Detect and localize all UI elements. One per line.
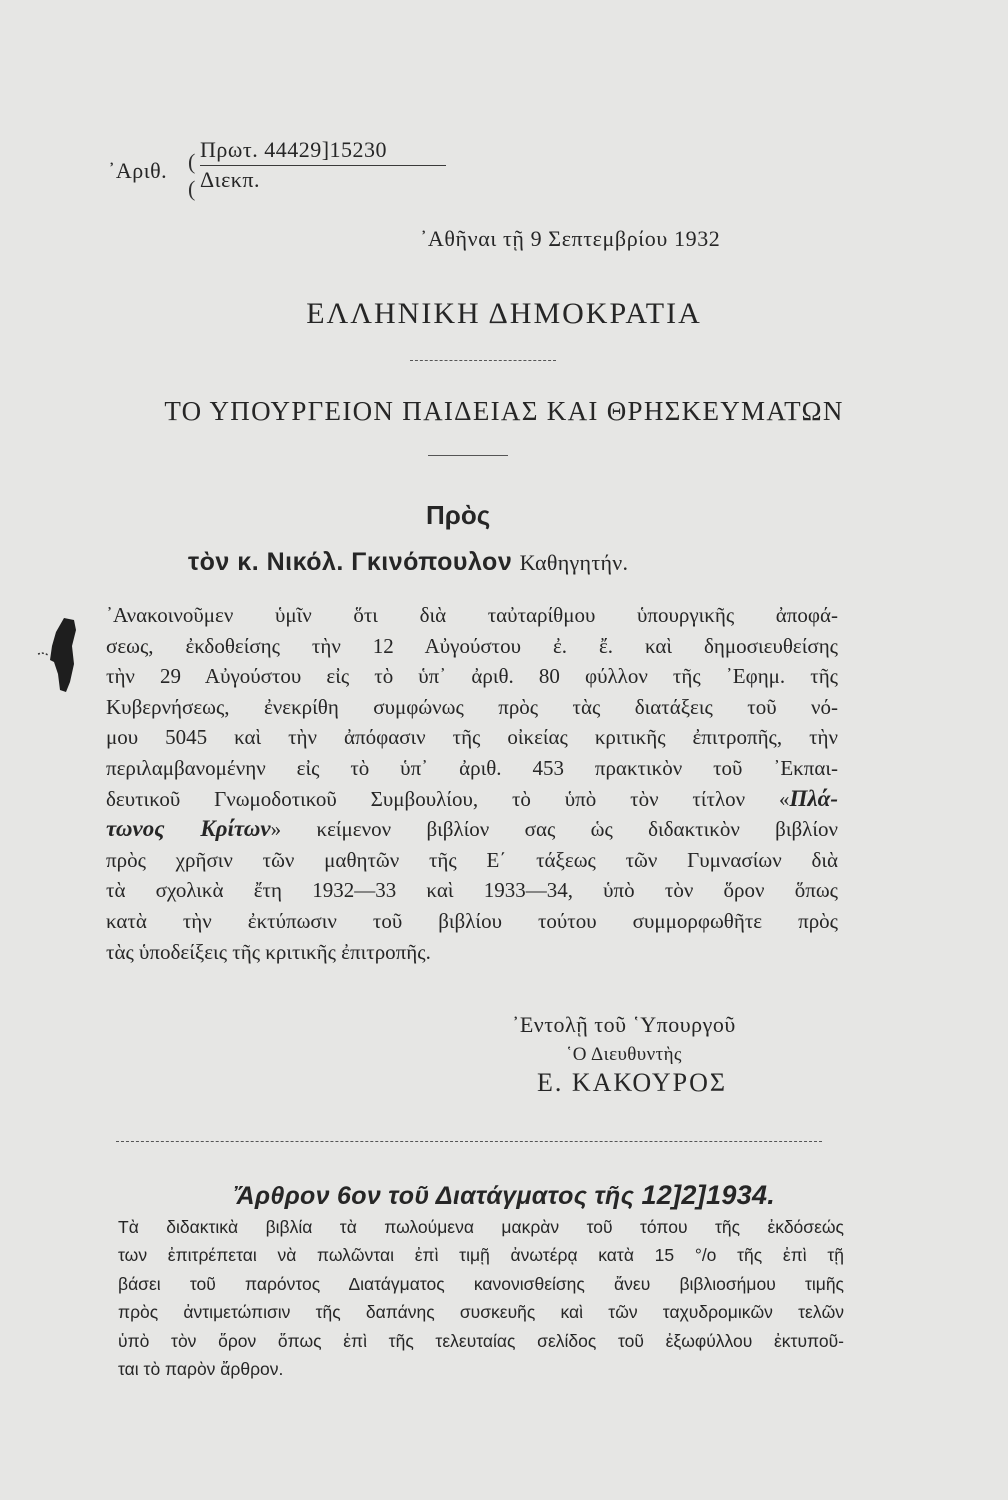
addressee-title: Καθηγητήν. (519, 550, 629, 575)
article-note (118, 1213, 844, 1383)
signature-order: ᾿Εντολῇ τοῦ ῾Υπουργοῦ (512, 1012, 736, 1037)
addressee (188, 548, 628, 577)
article-title: Ἄρθρον 6ον τοῦ Διατάγματος τῆς (232, 1182, 635, 1210)
note-line: βάσει τοῦ παρόντος Διατάγματος κανονισθείσης ἄνευ βιβλιοσήμου τιμῆς (118, 1273, 844, 1294)
addressee-name: τὸν κ. Νικόλ. Γκινόπουλον (188, 548, 513, 576)
republic-heading: ΕΛΛΗΝΙΚΗ ΔΗΜΟΚΡΑΤΙΑ (306, 297, 702, 330)
body-line: σεως, ἐκδοθείσης τὴν 12 Αὐγούστου ἐ. ἔ. καὶ δημοσιευθείσης (106, 633, 838, 658)
note-line: ὑπὸ τὸν ὅρον ὅπως ἐπὶ τῆς τελευταίας σελίδος τοῦ ἐξωφύλλου ἐκτυποῦ- (118, 1330, 844, 1351)
divider (410, 360, 556, 361)
note-line: των ἐπιτρέπεται νὰ πωλῶνται ἐπὶ τιμῇ ἀνωτέρᾳ κατὰ 15 °/ο τῆς ἐπὶ τῇ (118, 1245, 844, 1266)
body-line: τὰ σχολικὰ ἔτη 1932—33 καὶ 1933—34, ὑπὸ τὸν ὅρον ὅπως (106, 878, 838, 903)
body-line: μου 5045 καὶ τὴν ἀπόφασιν τῆς οἰκείας κριτικῆς ἐπιτροπῆς, τὴν (106, 725, 838, 750)
article-heading (0, 1180, 1008, 1211)
body-line (106, 814, 838, 845)
section-divider (116, 1141, 822, 1142)
ministry-heading: ΤΟ ΥΠΟΥΡΓΕΙΟΝ ΠΑΙΔΕΙΑΣ ΚΑΙ ΘΡΗΣΚΕΥΜΑΤΩΝ (164, 396, 844, 426)
note-line: πρὸς ἀντιμετώπισιν τῆς δαπάνης συσκευῆς καὶ τῶν ταχυδρομικῶν τελῶν (118, 1302, 844, 1323)
dateline: ᾿Αθῆναι τῇ 9 Σεπτεμβρίου 1932 (420, 226, 721, 251)
ink-blot-mark (36, 616, 78, 694)
reference-label: ᾿Αριθ. (108, 158, 168, 183)
article-date: 12]2]1934. (641, 1180, 776, 1210)
protocol-number: Πρωτ. 44429]15230 (200, 136, 446, 166)
signature-name: Ε. ΚΑΚΟΥΡΟΣ (537, 1068, 728, 1097)
body-line: πρὸς χρῆσιν τῶν μαθητῶν τῆς Ε΄ τάξεως τῶν Γυμνασίων διὰ (106, 847, 838, 872)
dispatch-label: Διεκπ. (200, 167, 260, 192)
reference-numbers (200, 136, 446, 194)
body-line: κατὰ τὴν ἐκτύπωσιν τοῦ βιβλίου τούτου συμμορφωθῆτε πρὸς (106, 908, 838, 933)
letter-body (106, 600, 838, 967)
book-title-part: τωνος Κρίτων (106, 816, 271, 842)
divider (428, 455, 508, 456)
signature-director: ῾Ο Διευθυντὴς (566, 1044, 682, 1065)
body-text-segment: » κείμενον βιβλίον σας ὡς διδακτικὸν βιβλίον (270, 817, 839, 842)
body-line: τὴν 29 Αὐγούστου εἰς τὸ ὑπ᾿ ἀριθ. 80 φύλλον τῆς ᾿Εφημ. τῆς (106, 664, 838, 689)
body-line: ᾿Ανακοινοῦμεν ὑμῖν ὅτι διὰ ταὐταρίθμου ὑπουργικῆς ἀποφά- (106, 603, 838, 627)
body-line: Κυβερνήσεως, ἐνεκρίθη συμφώνως πρὸς τὰς διατάξεις τοῦ νό- (106, 694, 838, 719)
body-line: περιλαμβανομένην εἰς τὸ ὑπ᾿ ἀριθ. 453 πρακτικὸν τοῦ ᾿Εκπαι- (106, 755, 838, 780)
body-line: τὰς ὑποδείξεις τῆς κριτικῆς ἐπιτροπῆς. (106, 939, 431, 964)
note-line: ται τὸ παρὸν ἄρθρον. (118, 1359, 284, 1380)
body-text-segment: δευτικοῦ Γνωμοδοτικοῦ Συμβουλίου, τὸ ὑπὸ τὸν τίτλον « (106, 786, 790, 811)
salutation-to: Πρὸς (426, 500, 491, 530)
book-title-part: Πλά- (789, 785, 838, 811)
reference-brace: ( ( (188, 149, 196, 201)
body-line (106, 784, 838, 815)
note-line: Τὰ διδακτικὰ βιβλία τὰ πωλούμενα μακρὰν τοῦ τόπου τῆς ἐκδόσεώς (118, 1217, 844, 1237)
